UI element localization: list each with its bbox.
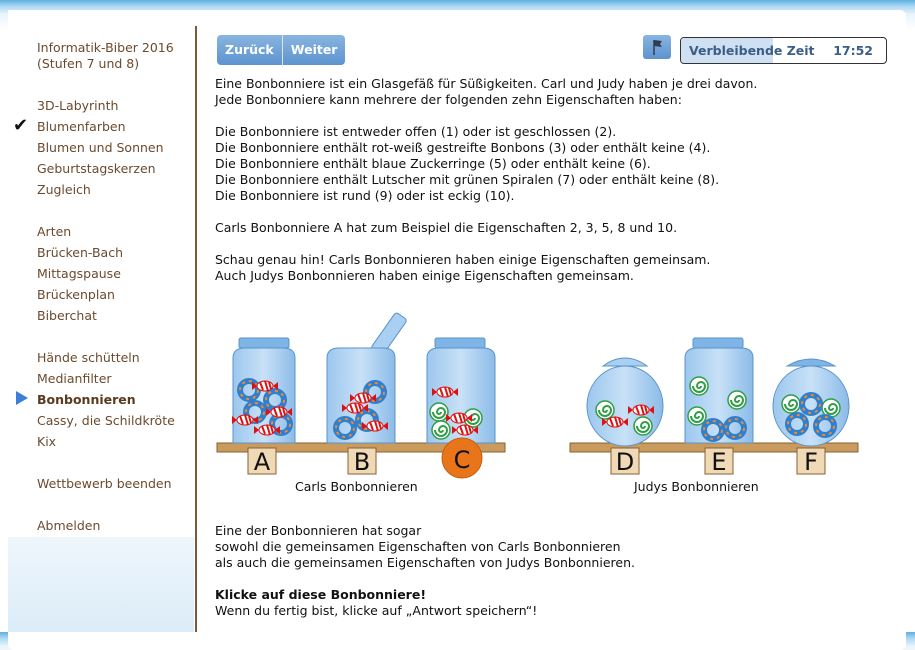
nav-item-blumenfarben[interactable]: Blumenfarben	[37, 119, 126, 134]
nav-item-3d-labyrinth[interactable]: 3D-Labyrinth	[37, 98, 119, 113]
label-d[interactable]	[611, 448, 639, 476]
nav-item-arten[interactable]: Arten	[37, 224, 72, 239]
nav-item-cassy[interactable]: Cassy, die Schildkröte	[37, 413, 175, 428]
intro-line: Eine Bonbonniere ist ein Glasgefäß für Süßigkeiten. Carl und Judy haben je drei davon.	[215, 76, 758, 91]
property-line: Die Bonbonniere enthält blaue Zuckerringe (5) oder enthält keine (6).	[215, 156, 651, 171]
sidebar-footer	[8, 537, 194, 632]
nav-item-bonbonnieren[interactable]: Bonbonnieren	[37, 392, 136, 407]
back-button[interactable]: Zurück	[217, 35, 282, 65]
question-line: Eine der Bonbonnieren hat sogar	[215, 523, 422, 538]
question-line: sowohl die gemeinsamen Eigenschaften von Carls Bonbonnieren	[215, 539, 621, 554]
nav-item-biberchat[interactable]: Biberchat	[37, 308, 97, 323]
hint-line: Schau genau hin! Carls Bonbonnieren haben einige Eigenschaften gemeinsam.	[215, 252, 711, 267]
task-text	[215, 76, 757, 284]
property-line: Die Bonbonniere ist rund (9) oder ist eckig (10).	[215, 188, 515, 203]
jar-label-b: B	[353, 448, 371, 476]
question-line: als auch die gemeinsamen Eigenschaften von Judys Bonbonnieren.	[215, 555, 635, 570]
label-f[interactable]	[797, 448, 825, 476]
jar-a[interactable]	[232, 338, 295, 443]
jar-label-d: D	[615, 448, 635, 476]
remaining-time	[680, 37, 887, 64]
jar-label-e: E	[711, 448, 727, 476]
property-line: Die Bonbonniere enthält rot-weiß gestreifte Bonbons (3) oder enthält keine (4).	[215, 140, 711, 155]
jar-f[interactable]	[773, 359, 849, 446]
jar-label-c: C	[453, 446, 471, 474]
nav-item-zugleich[interactable]: Zugleich	[37, 182, 91, 197]
flag-button[interactable]	[643, 35, 671, 59]
nav-item-brueckenplan[interactable]: Brückenplan	[37, 287, 115, 302]
jar-e[interactable]	[685, 338, 753, 443]
example-line: Carls Bonbonniere A hat zum Beispiel die Eigenschaften 2, 3, 5, 8 und 10.	[215, 220, 678, 235]
jar-c[interactable]	[427, 338, 495, 443]
remaining-time-value: 17:52	[833, 43, 873, 58]
intro-line: Jede Bonbonniere kann mehrere der folgenden zehn Eigenschaften haben:	[215, 92, 682, 107]
contest-title-line1: Informatik-Biber 2016	[37, 40, 174, 55]
question-text	[215, 523, 635, 619]
checkmark-icon: ✔	[13, 115, 29, 136]
jar-b[interactable]	[327, 312, 407, 443]
hint-line: Auch Judys Bonbonnieren haben einige Eigenschaften gemeinsam.	[215, 268, 634, 283]
contest-title-line2: (Stufen 7 und 8)	[37, 56, 140, 71]
nav-item-bruecken-bach[interactable]: Brücken-Bach	[37, 245, 124, 260]
instruction-line: Wenn du fertig bist, klicke auf „Antwort speichern“!	[215, 603, 538, 618]
label-b[interactable]	[348, 448, 376, 476]
flag-icon	[643, 35, 671, 59]
label-c[interactable]	[442, 438, 482, 478]
candy-jars-illustration	[205, 300, 865, 500]
navigation-buttons	[217, 35, 345, 65]
jar-label-f: F	[804, 448, 818, 476]
judy-caption: Judys Bonbonnieren	[634, 479, 759, 494]
label-e[interactable]	[705, 448, 733, 476]
instruction-bold: Klicke auf diese Bonbonniere!	[215, 587, 427, 602]
property-line: Die Bonbonniere enthält Lutscher mit grünen Spiralen (7) oder enthält keine (8).	[215, 172, 720, 187]
next-button[interactable]: Weiter	[282, 35, 346, 65]
property-line: Die Bonbonniere ist entweder offen (1) oder ist geschlossen (2).	[215, 124, 617, 139]
nav-item-haende-schuetteln[interactable]: Hände schütteln	[37, 350, 140, 365]
jar-d[interactable]	[587, 358, 663, 446]
carl-caption: Carls Bonbonnieren	[295, 479, 418, 494]
nav-item-kix[interactable]: Kix	[37, 434, 57, 449]
logout-link[interactable]: Abmelden	[37, 518, 101, 533]
current-task-arrow-icon	[16, 391, 28, 405]
end-contest-link[interactable]: Wettbewerb beenden	[37, 476, 172, 491]
nav-item-geburtstagskerzen[interactable]: Geburtstagskerzen	[37, 161, 156, 176]
remaining-time-label: Verbleibende Zeit	[689, 43, 815, 58]
nav-item-mittagspause[interactable]: Mittagspause	[37, 266, 121, 281]
sidebar-divider	[195, 26, 197, 632]
jar-label-a: A	[253, 448, 271, 476]
nav-item-blumen-und-sonnen[interactable]: Blumen und Sonnen	[37, 140, 164, 155]
label-a[interactable]	[248, 448, 276, 476]
nav-item-medianfilter[interactable]: Medianfilter	[37, 371, 112, 386]
